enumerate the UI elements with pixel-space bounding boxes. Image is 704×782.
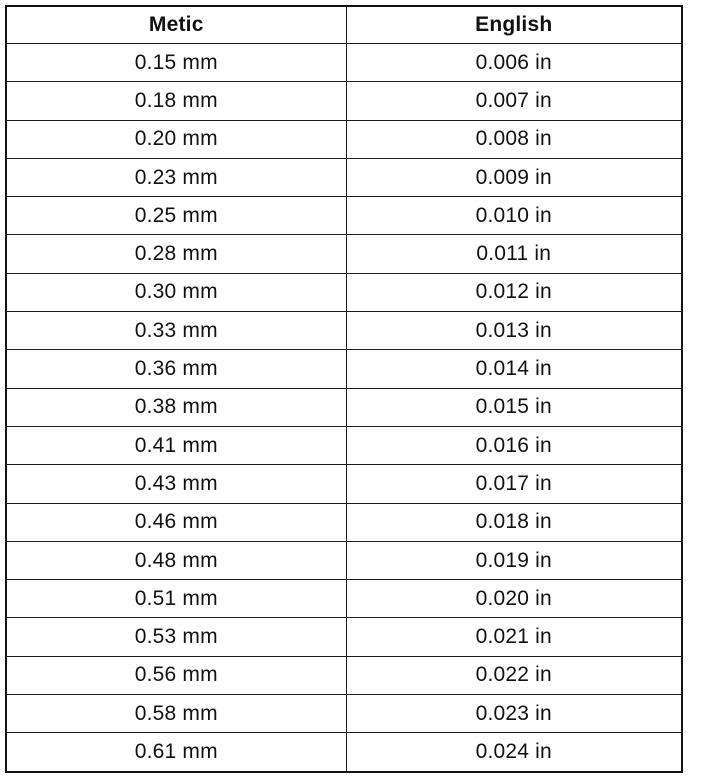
- metric-cell: 0.28 mm: [6, 235, 346, 273]
- metric-cell: 0.53 mm: [6, 618, 346, 656]
- table-row: [6, 695, 682, 733]
- table-row: [6, 82, 682, 120]
- table-body: [6, 44, 682, 772]
- english-cell: 0.007 in: [346, 82, 682, 120]
- metric-cell: 0.41 mm: [6, 426, 346, 464]
- metric-cell: 0.48 mm: [6, 541, 346, 579]
- english-cell: 0.017 in: [346, 465, 682, 503]
- english-cell: 0.006 in: [346, 44, 682, 82]
- metric-cell: 0.56 mm: [6, 656, 346, 694]
- english-cell: 0.009 in: [346, 158, 682, 196]
- english-cell: 0.024 in: [346, 733, 682, 772]
- header-row: [6, 6, 682, 44]
- metric-cell: 0.36 mm: [6, 350, 346, 388]
- english-cell: 0.020 in: [346, 580, 682, 618]
- conversion-table: [5, 5, 683, 773]
- table-row: [6, 44, 682, 82]
- table-row: [6, 618, 682, 656]
- metric-cell: 0.46 mm: [6, 503, 346, 541]
- metric-cell: 0.15 mm: [6, 44, 346, 82]
- english-cell: 0.012 in: [346, 273, 682, 311]
- column-header-english: English: [346, 6, 682, 44]
- metric-cell: 0.43 mm: [6, 465, 346, 503]
- table-row: [6, 503, 682, 541]
- english-cell: 0.011 in: [346, 235, 682, 273]
- table-row: [6, 120, 682, 158]
- table-row: [6, 465, 682, 503]
- table-row: [6, 312, 682, 350]
- metric-cell: 0.33 mm: [6, 312, 346, 350]
- metric-cell: 0.61 mm: [6, 733, 346, 772]
- table-row: [6, 388, 682, 426]
- metric-cell: 0.18 mm: [6, 82, 346, 120]
- metric-cell: 0.51 mm: [6, 580, 346, 618]
- table-row: [6, 580, 682, 618]
- english-cell: 0.018 in: [346, 503, 682, 541]
- english-cell: 0.023 in: [346, 695, 682, 733]
- metric-cell: 0.20 mm: [6, 120, 346, 158]
- table-row: [6, 350, 682, 388]
- english-cell: 0.010 in: [346, 197, 682, 235]
- table-header: [6, 6, 682, 44]
- table-row: [6, 235, 682, 273]
- english-cell: 0.015 in: [346, 388, 682, 426]
- english-cell: 0.014 in: [346, 350, 682, 388]
- english-cell: 0.021 in: [346, 618, 682, 656]
- column-header-metric: Metic: [6, 6, 346, 44]
- english-cell: 0.016 in: [346, 426, 682, 464]
- metric-cell: 0.30 mm: [6, 273, 346, 311]
- english-cell: 0.013 in: [346, 312, 682, 350]
- table-row: [6, 733, 682, 772]
- english-cell: 0.008 in: [346, 120, 682, 158]
- metric-cell: 0.25 mm: [6, 197, 346, 235]
- metric-cell: 0.38 mm: [6, 388, 346, 426]
- table-row: [6, 541, 682, 579]
- metric-cell: 0.23 mm: [6, 158, 346, 196]
- table-row: [6, 197, 682, 235]
- table-row: [6, 426, 682, 464]
- table-row: [6, 273, 682, 311]
- metric-cell: 0.58 mm: [6, 695, 346, 733]
- english-cell: 0.022 in: [346, 656, 682, 694]
- table-row: [6, 158, 682, 196]
- english-cell: 0.019 in: [346, 541, 682, 579]
- table-row: [6, 656, 682, 694]
